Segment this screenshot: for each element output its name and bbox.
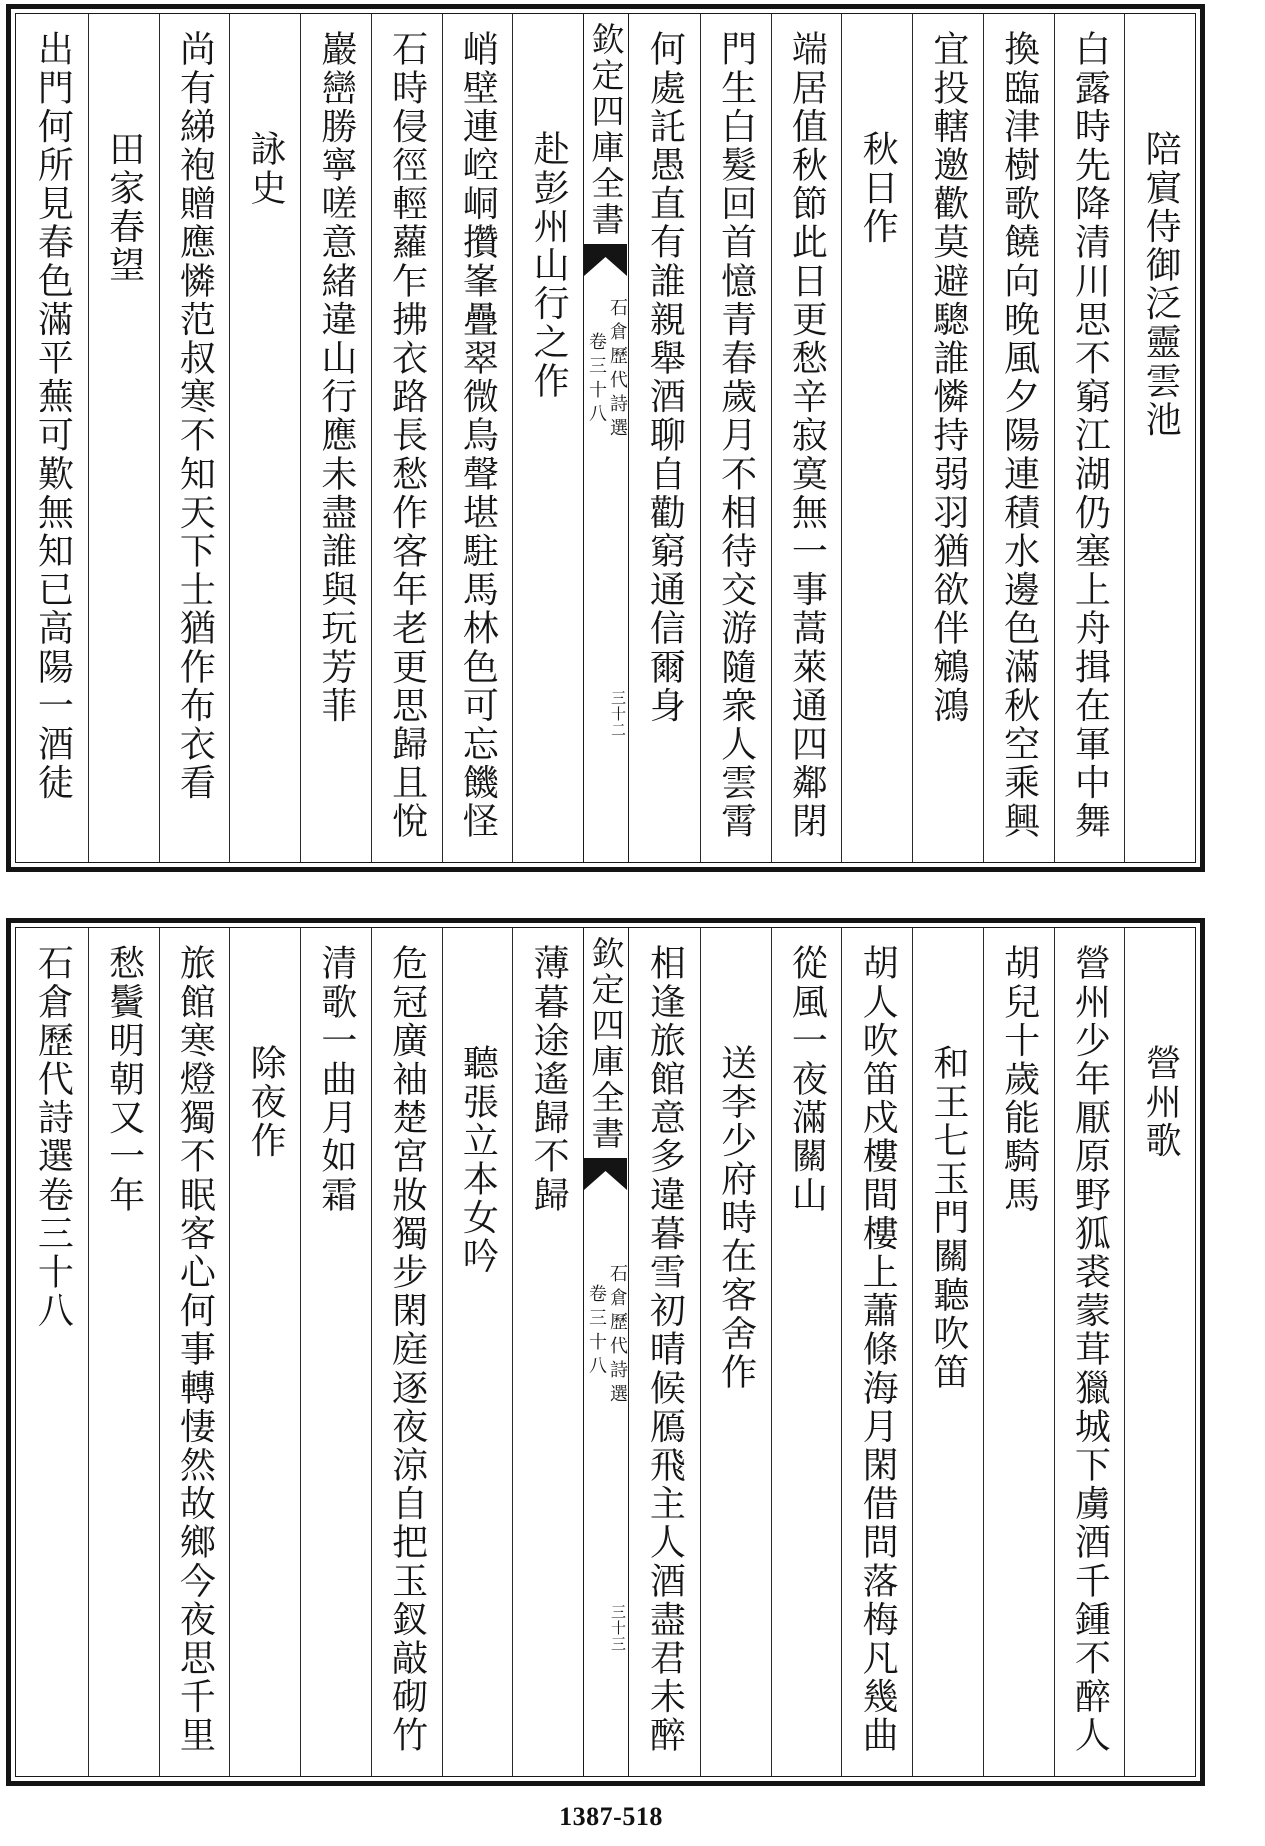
upper-page-frame: [6, 4, 1205, 872]
fish-tail-ornament-icon: [584, 244, 627, 278]
poem-line: 旅館寒燈獨不眠客心何事轉悽然故鄉今夜思千里: [174, 944, 216, 1755]
volume-end-title: 石倉歷代詩選卷三十八: [32, 944, 74, 1330]
text-column: [229, 928, 300, 1776]
poem-line: 門生白髮回首憶青春歲月不相待交游隨衆人雲霄: [715, 30, 757, 841]
poem-title: 陪賔侍御泛靈雲池: [1140, 130, 1182, 439]
poem-line: 薄暮途遙歸不歸: [528, 944, 570, 1215]
text-column: [629, 14, 700, 862]
text-column: [771, 14, 842, 862]
poem-title: 田家春望: [103, 130, 145, 285]
poem-line: 巖巒勝寧嗟意緒違山行應未盡誰與玩芳菲: [315, 30, 357, 725]
poem-line: 營州少年厭原野狐裘蒙茸獵城下虜酒千鍾不醉人: [1069, 944, 1111, 1755]
right-half-leaf: [629, 14, 1195, 862]
poem-line: 從風一夜滿關山: [786, 944, 828, 1215]
page-number: 三十三: [609, 1604, 627, 1652]
left-half-leaf: [17, 14, 583, 862]
volume-number: 卷三十八: [586, 1284, 607, 1380]
fish-tail-ornament-icon: [584, 1158, 627, 1192]
text-column: [1054, 14, 1125, 862]
poem-line: 換臨津樹歌饒向晚風夕陽連積水邊色滿秋空乘興: [998, 30, 1040, 841]
text-column: [841, 14, 912, 862]
scan-page-number: 1387-518: [559, 1802, 663, 1831]
series-title: 欽定四庫全書: [586, 936, 626, 1152]
poem-line: 宜投轄邀歡莫避驄誰憐持弱羽猶欲伴鵷鴻: [927, 30, 969, 725]
text-column: [512, 14, 583, 862]
page-number: 三十二: [609, 690, 627, 738]
poem-line: 相逢旅館意多違暮雪初晴候鴈飛主人酒盡君未醉: [644, 944, 686, 1755]
text-column: [1054, 928, 1125, 1776]
text-column: [700, 928, 771, 1776]
text-column: [159, 928, 230, 1776]
lower-page-frame: [6, 918, 1205, 1786]
poem-line: 白露時先降清川思不窮江湖仍塞上舟揖在軍中舞: [1069, 30, 1111, 841]
text-column: [442, 928, 513, 1776]
poem-line: 尚有綈袍贈應憐范叔寒不知天下士猶作布衣看: [174, 30, 216, 802]
right-half-leaf: [629, 928, 1195, 1776]
text-column: [371, 928, 442, 1776]
book-title: 石倉歷代詩選: [607, 298, 628, 442]
text-column: [17, 14, 88, 862]
text-column: [912, 928, 983, 1776]
center-fold-column: [583, 928, 629, 1776]
text-column: [88, 14, 159, 862]
text-column: [300, 928, 371, 1776]
book-title: 石倉歷代詩選: [607, 1264, 628, 1408]
text-column: [371, 14, 442, 862]
poem-line: 愁鬢明朝又一年: [103, 944, 145, 1215]
poem-title: 聽張立本女吟: [457, 1044, 499, 1276]
series-title: 欽定四庫全書: [586, 22, 626, 238]
left-half-leaf: [17, 928, 583, 1776]
text-column: [1124, 14, 1195, 862]
poem-title: 營州歌: [1140, 1044, 1182, 1160]
text-column: [629, 928, 700, 1776]
center-fold-column: [583, 14, 629, 862]
text-column: [771, 928, 842, 1776]
text-column: [17, 928, 88, 1776]
text-column: [912, 14, 983, 862]
poem-line: 胡人吹笛戍樓間樓上蕭條海月閑借問落梅凡幾曲: [857, 944, 899, 1755]
poem-line: 何處託愚直有誰親舉酒聊自勸窮通信爾身: [644, 30, 686, 725]
poem-title: 送李少府時在客舍作: [715, 1044, 757, 1392]
poem-title: 秋日作: [857, 130, 899, 246]
poem-title: 赴彭州山行之作: [528, 130, 570, 401]
page-inner-border: [15, 13, 1196, 863]
volume-number: 卷三十八: [586, 332, 607, 428]
poem-line: 胡兒十歲能騎馬: [998, 944, 1040, 1215]
text-column: [700, 14, 771, 862]
poem-line: 出門何所見春色滿平蕪可歎無知已高陽一酒徒: [32, 30, 74, 802]
text-column: [229, 14, 300, 862]
poem-line: 端居值秋節此日更愁辛寂寞無一事蒿萊通四鄰閉: [786, 30, 828, 841]
poem-title: 和王七玉門關聽吹笛: [927, 1044, 969, 1392]
page-inner-border: [15, 927, 1196, 1777]
poem-title: 除夜作: [245, 1044, 287, 1160]
poem-line: 峭壁連崆峒攢峯疊翠微鳥聲堪駐馬林色可忘饑怪: [457, 30, 499, 841]
poem-line: 清歌一曲月如霜: [315, 944, 357, 1215]
text-column: [442, 14, 513, 862]
poem-title: 詠史: [245, 130, 287, 208]
text-column: [983, 14, 1054, 862]
text-column: [88, 928, 159, 1776]
text-column: [512, 928, 583, 1776]
text-column: [1124, 928, 1195, 1776]
text-column: [300, 14, 371, 862]
text-column: [983, 928, 1054, 1776]
text-column: [159, 14, 230, 862]
poem-line: 危冠廣袖楚宮妝獨步閑庭逐夜涼自把玉釵敲砌竹: [386, 944, 428, 1755]
text-column: [841, 928, 912, 1776]
poem-line: 石時侵徑輕蘿乍拂衣路長愁作客年老更思歸且悅: [386, 30, 428, 841]
